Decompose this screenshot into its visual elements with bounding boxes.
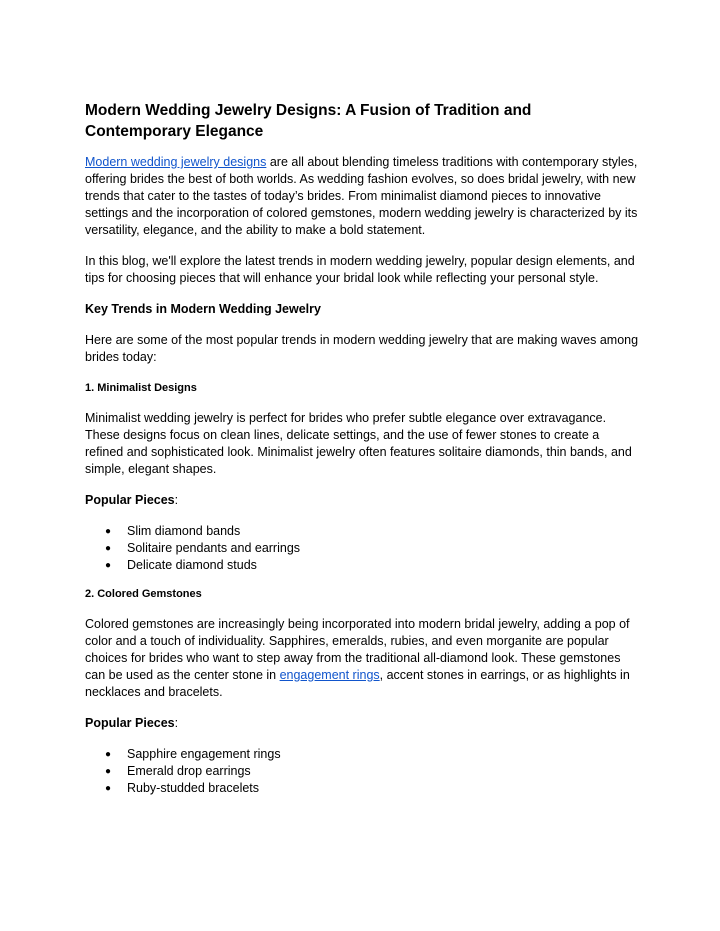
section-heading: Key Trends in Modern Wedding Jewelry bbox=[85, 302, 321, 316]
bullet-icon: ● bbox=[105, 560, 112, 571]
section-intro-paragraph: Here are some of the most popular trends in modern wedding jewelry that are making waves among brides today: bbox=[85, 333, 639, 364]
minimalist-list bbox=[85, 523, 640, 574]
bullet-icon: ● bbox=[105, 543, 112, 554]
popular-pieces-label: Popular Pieces bbox=[85, 716, 175, 730]
list-item: ● Solitaire pendants and earrings bbox=[105, 541, 301, 555]
blog-overview-paragraph: In this blog, we'll explore the latest trends in modern wedding jewelry, popular design elements, and tips for choosing pieces that will enhance your bridal look while reflecting your personal style. bbox=[85, 254, 635, 285]
bullet-icon: ● bbox=[105, 766, 112, 777]
list-item: ● Sapphire engagement rings bbox=[105, 747, 281, 761]
gemstones-heading: 2. Colored Gemstones bbox=[85, 588, 202, 600]
list-item: ● Emerald drop earrings bbox=[105, 764, 251, 778]
list-item: ● Ruby-studded bracelets bbox=[105, 781, 260, 795]
intro-paragraph bbox=[85, 154, 640, 239]
popular-pieces-label: Popular Pieces bbox=[85, 493, 175, 507]
minimalist-heading: 1. Minimalist Designs bbox=[85, 382, 197, 394]
bullet-icon: ● bbox=[105, 526, 112, 537]
bullet-icon: ● bbox=[105, 749, 112, 760]
page-title: Modern Wedding Jewelry Designs: A Fusion of Tradition and Contemporary Elegance bbox=[85, 102, 532, 140]
document-body bbox=[85, 100, 640, 809]
intro-text: are all about blending timeless traditions with contemporary styles, offering brides the best of both worlds. As wedding fashion evolves, so does bridal jewelry, with new trends that cater to the tastes of today’s brides. From minimalist diamond pieces to innovative settings and the incorporation of colored gemstones, modern wedding jewelry is characterized by its versatility, elegance, and the ability to make a bold statement. bbox=[85, 155, 638, 237]
minimalist-body: Minimalist wedding jewelry is perfect for brides who prefer subtle elegance over extravagance. These designs focus on clean lines, delicate settings, and the use of fewer stones to create a refined and sophisticated look. Minimalist jewelry often features solitaire diamonds, thin bands, and simple, elegant shapes. bbox=[85, 411, 632, 476]
bullet-icon: ● bbox=[105, 783, 112, 794]
gemstones-popular-label: Popular Pieces: bbox=[85, 716, 179, 730]
list-item: ● Slim diamond bands bbox=[105, 524, 241, 538]
modern-wedding-jewelry-link[interactable]: Modern wedding jewelry designs bbox=[85, 155, 267, 169]
gemstones-list bbox=[85, 746, 640, 797]
minimalist-popular-label: Popular Pieces: bbox=[85, 493, 179, 507]
list-item: ● Delicate diamond studs bbox=[105, 558, 257, 572]
engagement-rings-link[interactable]: engagement rings bbox=[279, 668, 380, 682]
gemstones-body: Colored gemstones are increasingly being incorporated into modern bridal jewelry, adding a pop of color and a touch of individuality. Sapphires, emeralds, rubies, and even morganite are popular choices for brides who want to step away from the traditional all-diamond look. These gemstones can be used as the center stone in engagement rings, accent stones in earrings, or as highlights in necklaces and bracelets. bbox=[85, 617, 630, 699]
